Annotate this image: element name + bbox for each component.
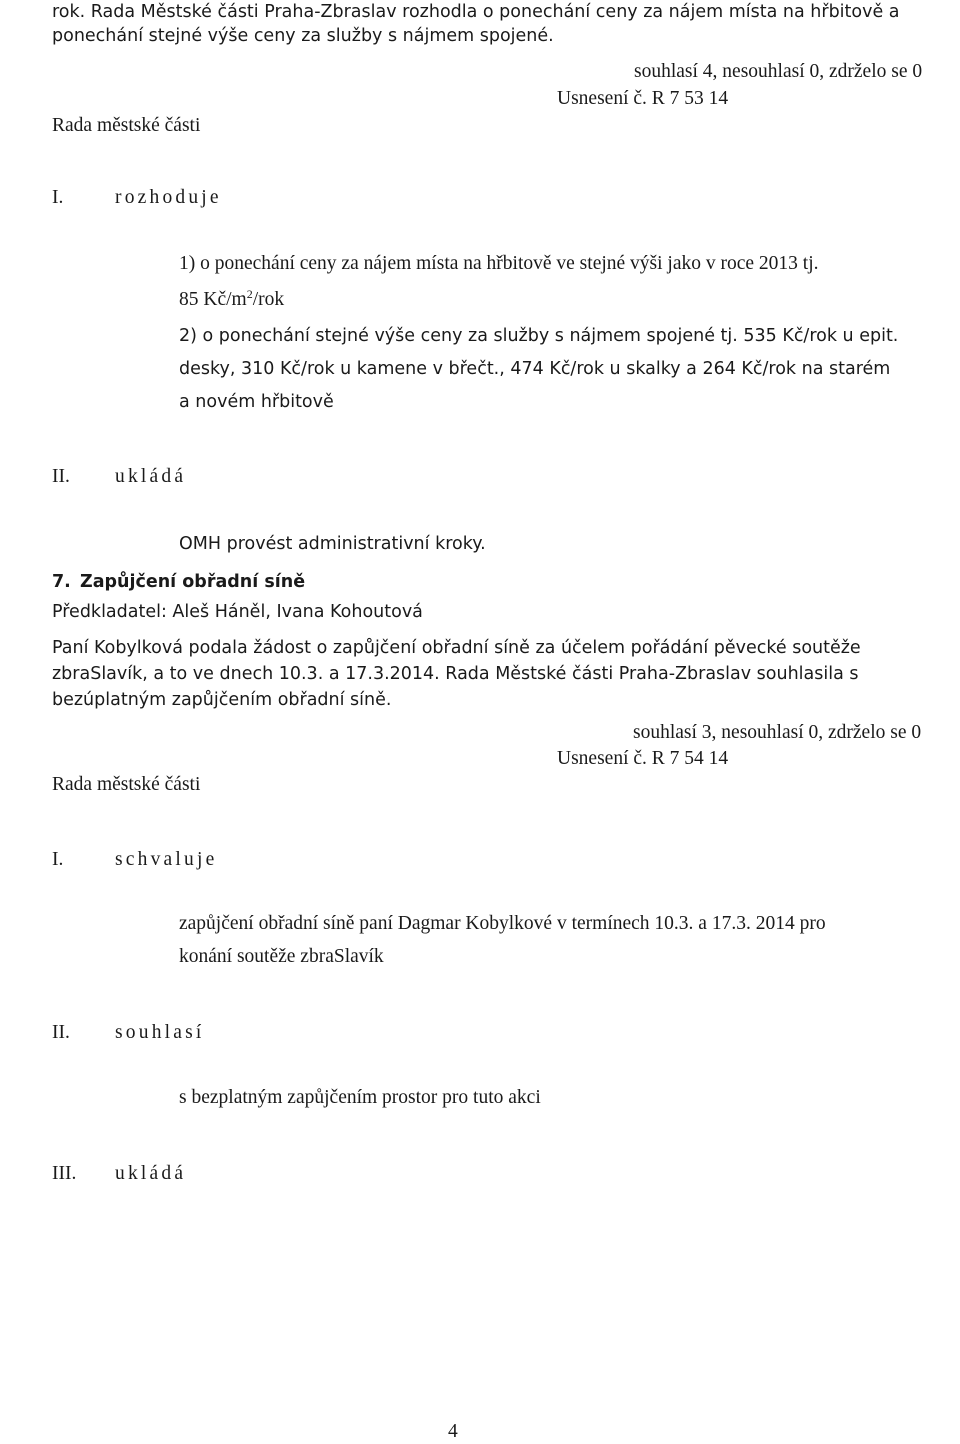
resolution-number: Usnesení č. R 7 53 14 — [557, 88, 729, 109]
section-verb: ukládá — [115, 466, 187, 487]
page-number: 4 — [448, 1421, 458, 1442]
vote-result: souhlasí 4, nesouhlasí 0, zdrželo se 0 — [634, 61, 923, 82]
intro-line-2: ponechání stejné výše ceny za služby s nájmem spojené. — [52, 26, 554, 46]
section-number: I. — [52, 849, 64, 870]
agenda-item-number: 7. — [52, 572, 71, 592]
body-line-3: bezúplatným zapůjčením obřadní síně. — [52, 690, 392, 710]
approval-line-1: zapůjčení obřadní síně paní Dagmar Kobylkové v termínech 10.3. a 17.3. 2014 pro — [179, 913, 826, 934]
vote-result: souhlasí 3, nesouhlasí 0, zdrželo se 0 — [633, 722, 922, 743]
approval-line-2: konání soutěže zbraSlavík — [179, 946, 384, 967]
section-number: II. — [52, 1022, 70, 1043]
price-main: 85 Kč/m — [179, 289, 247, 310]
section-number: I. — [52, 187, 64, 208]
decision-item-2-line-3: a novém hřbitově — [179, 392, 334, 412]
decision-item-2-line-2: desky, 310 Kč/rok u kamene v břečt., 474 Kč/rok u skalky a 264 Kč/rok na starém — [179, 359, 891, 379]
consent-text: s bezplatným zapůjčením prostor pro tuto akci — [179, 1087, 541, 1108]
council-label: Rada městské části — [52, 774, 201, 795]
presenter: Předkladatel: Aleš Háněl, Ivana Kohoutová — [52, 602, 423, 622]
body-line-2: zbraSlavík, a to ve dnech 10.3. a 17.3.2014. Rada Městské části Praha-Zbraslav souhlasila s — [52, 664, 859, 684]
price-per-sqm — [179, 288, 284, 312]
price-tail: /rok — [252, 289, 285, 310]
section-number: II. — [52, 466, 70, 487]
council-label: Rada městské části — [52, 115, 201, 136]
price-superscript: 2 — [246, 287, 253, 301]
task-text: OMH provést administrativní kroky. — [179, 534, 486, 554]
decision-item-2-line-1: 2) o ponechání stejné výše ceny za služby s nájmem spojené tj. 535 Kč/rok u epit. — [179, 326, 899, 346]
section-verb: ukládá — [115, 1163, 187, 1184]
agenda-item-title: Zapůjčení obřadní síně — [80, 572, 306, 592]
section-number: III. — [52, 1163, 77, 1184]
body-line-1: Paní Kobylková podala žádost o zapůjčení obřadní síně za účelem pořádání pěvecké soutěže — [52, 638, 861, 658]
intro-line-1: rok. Rada Městské části Praha-Zbraslav rozhodla o ponechání ceny za nájem místa na hřbitově a — [52, 2, 900, 22]
section-verb: rozhoduje — [115, 187, 222, 208]
resolution-number: Usnesení č. R 7 54 14 — [557, 748, 729, 769]
decision-item-1: 1) o ponechání ceny za nájem místa na hřbitově ve stejné výši jako v roce 2013 tj. — [179, 253, 819, 274]
section-verb: schvaluje — [115, 849, 218, 870]
section-verb: souhlasí — [115, 1022, 205, 1043]
